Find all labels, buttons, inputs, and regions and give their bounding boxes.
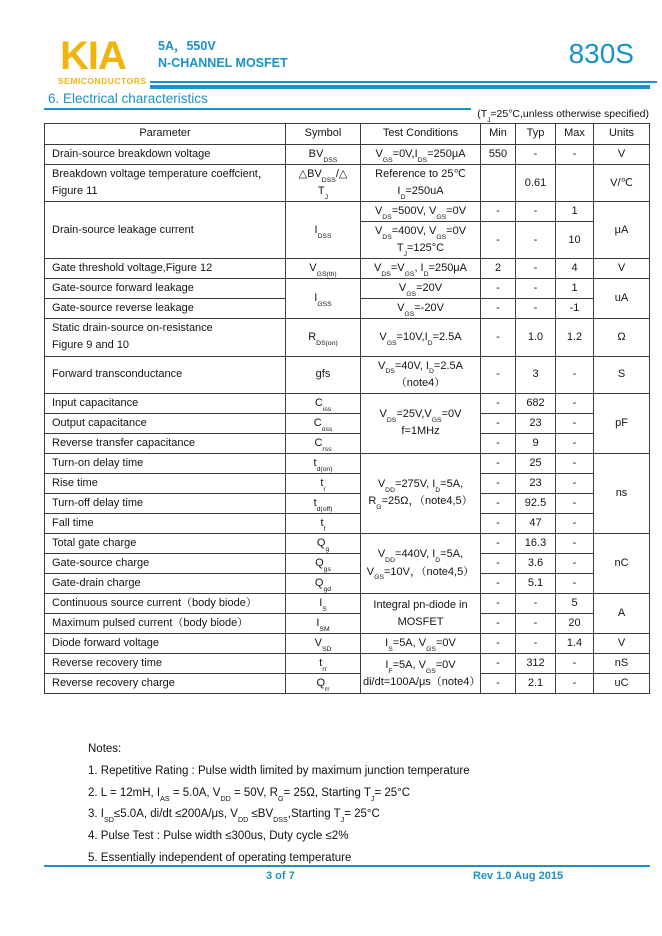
table-cell: $I_{DSS}$ — [286, 202, 361, 259]
table-cell: 4 — [556, 259, 594, 279]
table-cell: - — [481, 202, 516, 222]
table-cell: - — [516, 222, 556, 259]
table-cell: - — [516, 145, 556, 165]
table-cell: 682 — [516, 393, 556, 413]
parameter-cell: Reverse recovery charge — [45, 674, 286, 694]
table-cell: $V_{DS}=400V$, $V_{GS}=0V$ $T_J=125^\circ C$ — [361, 222, 481, 259]
table-cell: - — [556, 433, 594, 453]
parameter-cell: Reverse recovery time — [45, 654, 286, 674]
parameter-cell: Breakdown voltage temperature coeffcient， Figure 11 — [45, 165, 286, 202]
table-row — [45, 145, 650, 165]
table-cell: - — [481, 634, 516, 654]
table-cell: Ω — [594, 319, 650, 356]
table-cell — [556, 165, 594, 202]
note-item: 5. Essentially independent of operating temperature — [88, 851, 352, 864]
table-cell: - — [481, 356, 516, 393]
table-cell: - — [481, 614, 516, 634]
column-header: Min — [481, 124, 516, 145]
parameter-cell: Fall time — [45, 513, 286, 533]
parameter-cell: Static drain-source on-resistance Figure 9 and 10 — [45, 319, 286, 356]
section-title: 6. Electrical characteristics — [44, 91, 471, 110]
table-cell: - — [481, 279, 516, 299]
table-cell: - — [481, 319, 516, 356]
table-cell: $Q_{gs}$ — [286, 553, 361, 573]
table-cell: - — [516, 594, 556, 614]
column-header: Test Conditions — [361, 124, 481, 145]
table-cell: $t_{rr}$ — [286, 654, 361, 674]
header-rule-thin — [150, 81, 657, 83]
table-cell: $Q_{gd}$ — [286, 574, 361, 594]
table-cell: V — [594, 259, 650, 279]
table-cell: $t_r$ — [286, 473, 361, 493]
table-row — [45, 356, 650, 393]
table-cell: - — [481, 453, 516, 473]
notes-list — [88, 761, 470, 870]
parameter-cell: Gate-drain charge — [45, 574, 286, 594]
table-cell: - — [481, 553, 516, 573]
table-cell: 3.6 — [516, 553, 556, 573]
table-cell: A — [594, 594, 650, 634]
note-item: 2. L = 12mH, $I_{AS} = 5.0A$, $V_{DD} = 50V$, $R_G= 25\Omega$, Starting $T_J= 25^\circ C$ — [88, 786, 411, 803]
table-row — [45, 393, 650, 413]
table-row — [45, 614, 650, 634]
table-cell: - — [481, 222, 516, 259]
table-cell: gfs — [286, 356, 361, 393]
table-row — [45, 674, 650, 694]
table-cell: - — [481, 473, 516, 493]
table-cell: 92.5 — [516, 493, 556, 513]
table-cell: - — [516, 259, 556, 279]
table-cell: $Q_g$ — [286, 533, 361, 553]
table-cell: - — [481, 433, 516, 453]
table-cell: - — [556, 513, 594, 533]
table-row — [45, 279, 650, 299]
table-cell: $I_{SM}$ — [286, 614, 361, 634]
table-cell: - — [556, 473, 594, 493]
parameter-cell: Gate threshold voltage,Figure 12 — [45, 259, 286, 279]
table-cell: 25 — [516, 453, 556, 473]
table-row — [45, 165, 650, 202]
note-item: 4. Pulse Test : Pulse width ≤300us, Duty cycle ≤2% — [88, 830, 349, 843]
table-cell: - — [556, 493, 594, 513]
table-cell: 1 — [556, 202, 594, 222]
table-cell: μA — [594, 202, 650, 259]
parameter-cell: Reverse transfer capacitance — [45, 433, 286, 453]
table-cell: S — [594, 356, 650, 393]
parameter-cell: Total gate charge — [45, 533, 286, 553]
brand-logo: KIA — [60, 34, 126, 78]
table-cell: $I_F=5A$, $V_{GS}=0V$ di/dt=100A/μs（note4） — [361, 654, 481, 694]
table-cell: 20 — [556, 614, 594, 634]
column-header: Symbol — [286, 124, 361, 145]
table-cell: - — [481, 674, 516, 694]
table-cell: ns — [594, 453, 650, 533]
note-item: 3. $I_{SD}\le 5.0A$, di/dt ≤200A/μs, $V_{DD}$ $\le BV_{DSS},Starting$ $T_J= 25^\circ C$ — [88, 808, 380, 825]
parameter-cell: Drain-source breakdown voltage — [45, 145, 286, 165]
table-cell: 3 — [516, 356, 556, 393]
table-cell: $t_{d(on)}$ — [286, 453, 361, 473]
table-row — [45, 413, 650, 433]
table-cell: 1.0 — [516, 319, 556, 356]
table-cell: - — [481, 413, 516, 433]
parameter-cell: Continuous source current（body biode） — [45, 594, 286, 614]
table-row — [45, 513, 650, 533]
parameter-cell: Turn-off delay time — [45, 493, 286, 513]
table-cell: - — [516, 299, 556, 319]
table-cell: pF — [594, 393, 650, 453]
table-cell: 23 — [516, 473, 556, 493]
table-cell: - — [556, 393, 594, 413]
table-cell: - — [556, 413, 594, 433]
table-cell: 47 — [516, 513, 556, 533]
table-cell: $V_{DS}=25V,V_{GS}=0V$ f=1MHz — [361, 393, 481, 453]
column-header: Typ — [516, 124, 556, 145]
table-row — [45, 654, 650, 674]
table-row — [45, 259, 650, 279]
table-cell: 23 — [516, 413, 556, 433]
parameter-cell: Forward transconductance — [45, 356, 286, 393]
table-cell: - — [556, 356, 594, 393]
footer-rule — [44, 865, 650, 867]
table-cell: 10 — [556, 222, 594, 259]
table-cell: $\triangle BV_{DSS}/\triangle$ $T_J$ — [286, 165, 361, 202]
table-cell: 550 — [481, 145, 516, 165]
table-cell: $V_{GS(th)}$ — [286, 259, 361, 279]
table-cell: -1 — [556, 299, 594, 319]
table-cell: - — [516, 614, 556, 634]
table-cell: - — [556, 553, 594, 573]
table-cell: V — [594, 145, 650, 165]
table-cell: - — [556, 654, 594, 674]
table-header-row — [45, 124, 650, 145]
table-cell: - — [556, 674, 594, 694]
table-cell: 1.4 — [556, 634, 594, 654]
table-cell: $V_{GS}=0V,I_{DS}=250\mu A$ — [361, 145, 481, 165]
table-row — [45, 634, 650, 654]
table-cell: $V_{DD}=440V$, $I_D=5A$, $V_{GS}=10V$，（note4,5） — [361, 533, 481, 593]
parameter-cell: Gate-source charge — [45, 553, 286, 573]
test-condition-note: ($T_J=25^\circ C,unless$ otherwise specified) — [477, 108, 649, 124]
table-cell: $C_{oss}$ — [286, 413, 361, 433]
table-cell: - — [516, 634, 556, 654]
table-row — [45, 574, 650, 594]
table-cell: nS — [594, 654, 650, 674]
parameter-cell: Output capacitance — [45, 413, 286, 433]
table-row — [45, 553, 650, 573]
table-cell: 1.2 — [556, 319, 594, 356]
table-cell: 312 — [516, 654, 556, 674]
table-cell: $V_{GS}=10V,I_D=2.5A$ — [361, 319, 481, 356]
table-cell: - — [556, 453, 594, 473]
spec-table-body — [45, 145, 650, 694]
column-header: Max — [556, 124, 594, 145]
parameter-cell: Drain-source leakage current — [45, 202, 286, 259]
table-cell: 2.1 — [516, 674, 556, 694]
column-header: Parameter — [45, 124, 286, 145]
table-cell: $t_{d(off)}$ — [286, 493, 361, 513]
notes-title: Notes: — [88, 743, 122, 755]
notes-section — [88, 739, 470, 870]
table-row — [45, 202, 650, 222]
parameter-cell: Gate-source reverse leakage — [45, 299, 286, 319]
table-cell: $V_{DS}=500V$, $V_{GS}=0V$ — [361, 202, 481, 222]
table-cell: 9 — [516, 433, 556, 453]
table-cell: - — [481, 299, 516, 319]
table-row — [45, 594, 650, 614]
table-cell: $V_{DD}=275V$, $I_D=5A$, $R_G=25\Omega$，（note4,5） — [361, 453, 481, 533]
table-cell: $I_{GSS}$ — [286, 279, 361, 319]
electrical-characteristics-table — [44, 123, 650, 694]
table-cell: - — [481, 393, 516, 413]
table-cell: 1 — [556, 279, 594, 299]
table-cell: uC — [594, 674, 650, 694]
table-cell: $Q_{rr}$ — [286, 674, 361, 694]
table-cell: $I_S=5A$, $V_{GS}=0V$ — [361, 634, 481, 654]
table-row — [45, 473, 650, 493]
table-cell: 5 — [556, 594, 594, 614]
table-cell: 16.3 — [516, 533, 556, 553]
table-cell: $V_{DS}=V_{GS}$, $I_D=250\mu A$ — [361, 259, 481, 279]
device-rating-line1: 5A，550V — [158, 39, 216, 53]
table-cell: $C_{iss}$ — [286, 393, 361, 413]
header-rule-thick — [150, 85, 650, 89]
table-cell: V/℃ — [594, 165, 650, 202]
parameter-cell: Maximum pulsed current（body biode） — [45, 614, 286, 634]
table-cell: - — [556, 533, 594, 553]
parameter-cell: Gate-source forward leakage — [45, 279, 286, 299]
table-cell: $V_{DS}=40V$, $I_D=2.5A$ （note4） — [361, 356, 481, 393]
table-cell: $t_f$ — [286, 513, 361, 533]
device-rating-title — [158, 38, 288, 72]
table-cell: - — [556, 574, 594, 594]
table-cell: - — [516, 279, 556, 299]
table-cell: - — [481, 574, 516, 594]
table-cell: - — [481, 493, 516, 513]
table-cell: 2 — [481, 259, 516, 279]
table-cell: Reference to 25℃ $I_D=250uA$ — [361, 165, 481, 202]
table-cell: Integral pn-diode in MOSFET — [361, 594, 481, 634]
table-cell: - — [481, 513, 516, 533]
table-row — [45, 493, 650, 513]
table-cell: $V_{GS}=20V$ — [361, 279, 481, 299]
note-item: 1. Repetitive Rating : Pulse width limited by maximum junction temperature — [88, 764, 470, 777]
table-cell: $V_{SD}$ — [286, 634, 361, 654]
column-header: Units — [594, 124, 650, 145]
table-cell: 0.61 — [516, 165, 556, 202]
table-cell: V — [594, 634, 650, 654]
table-row — [45, 453, 650, 473]
table-cell: nC — [594, 533, 650, 593]
parameter-cell: Diode forward voltage — [45, 634, 286, 654]
page-number: 3 of 7 — [266, 870, 295, 882]
part-number: 830S — [568, 38, 634, 69]
table-cell: - — [481, 594, 516, 614]
table-cell: $R_{DS(on)}$ — [286, 319, 361, 356]
parameter-cell: Input capacitance — [45, 393, 286, 413]
table-cell: - — [481, 533, 516, 553]
table-row — [45, 319, 650, 356]
brand-logo-subtext: SEMICONDUCTORS — [58, 76, 147, 86]
parameter-cell: Turn-on delay time — [45, 453, 286, 473]
table-cell: 5.1 — [516, 574, 556, 594]
table-row — [45, 533, 650, 553]
parameter-cell: Rise time — [45, 473, 286, 493]
revision-label: Rev 1.0 Aug 2015 — [473, 870, 564, 882]
table-cell: $I_S$ — [286, 594, 361, 614]
table-cell: - — [481, 654, 516, 674]
table-cell: - — [516, 202, 556, 222]
table-cell: - — [556, 145, 594, 165]
table-cell — [481, 165, 516, 202]
table-row — [45, 433, 650, 453]
device-type-line2: N-CHANNEL MOSFET — [158, 56, 288, 70]
table-cell: $C_{rss}$ — [286, 433, 361, 453]
table-cell: $BV_{DSS}$ — [286, 145, 361, 165]
table-cell: uA — [594, 279, 650, 319]
table-cell: $V_{GS}=-20V$ — [361, 299, 481, 319]
